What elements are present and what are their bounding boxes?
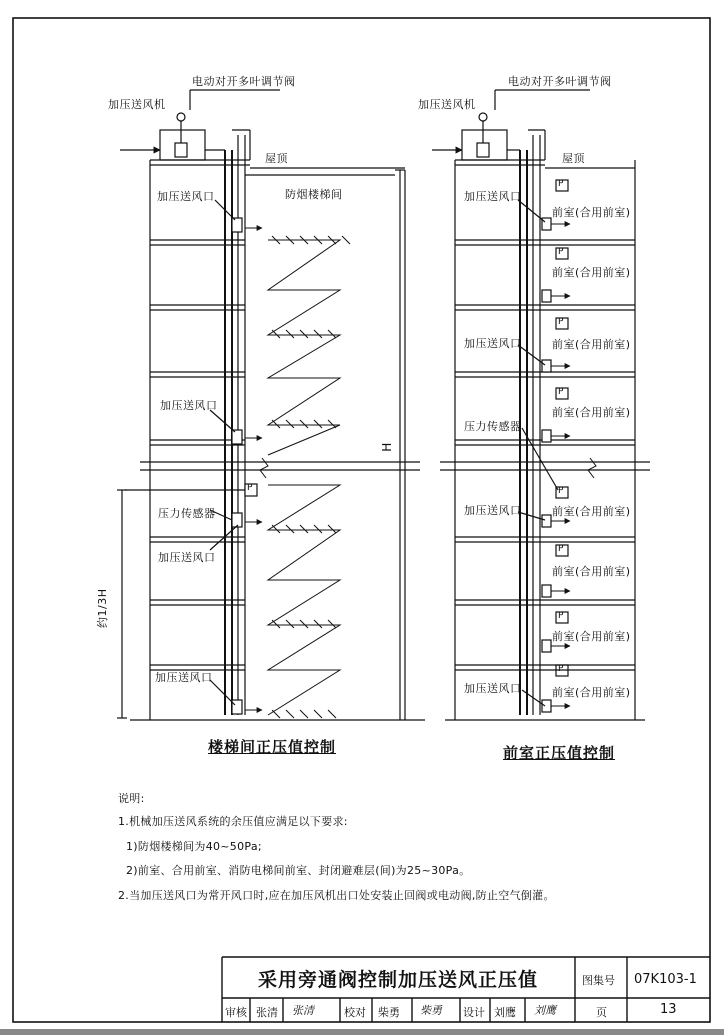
- review-signature: 张清: [292, 1004, 314, 1017]
- left-fan-label: 加压送风机: [108, 98, 166, 111]
- left-valve-label: 电动对开多叶调节阀: [192, 75, 296, 88]
- left-outlet-label-3: 加压送风口: [158, 551, 216, 564]
- anteroom-label: 前室(合用前室): [552, 206, 631, 219]
- left-outlet-label-2: 加压送风口: [160, 399, 218, 412]
- note-line-4: 2.当加压送风口为常开风口时,应在加压风机出口处安装止回阀或电动阀,防止空气倒灌。: [118, 889, 555, 902]
- right-sensor-symbol: P: [558, 179, 564, 189]
- anteroom-label: 前室(合用前室): [552, 406, 631, 419]
- check-name: 柴勇: [378, 1006, 400, 1019]
- anteroom-label: 前室(合用前室): [552, 266, 631, 279]
- design-signature: 刘鹰: [534, 1004, 556, 1017]
- anteroom-label: 前室(合用前室): [552, 686, 631, 699]
- stairwell-label: 防烟楼梯间: [285, 188, 343, 201]
- page-number: 13: [660, 1002, 677, 1017]
- right-sensor-symbol: P: [558, 664, 564, 674]
- note-line-3: 2)前室、合用前室、消防电梯间前室、封闭避难层(间)为25~30Pa。: [126, 864, 471, 877]
- stair-flights: [268, 236, 350, 718]
- right-fan-label: 加压送风机: [418, 98, 476, 111]
- left-sensor-symbol: P: [247, 483, 253, 493]
- right-sensor-symbol: P: [558, 387, 564, 397]
- page-label: 页: [596, 1006, 607, 1019]
- dimension-third-h: 约1/3H: [96, 588, 109, 628]
- right-sensor-symbol: P: [558, 544, 564, 554]
- design-name: 刘鹰: [494, 1006, 516, 1019]
- right-valve-label: 电动对开多叶调节阀: [508, 75, 612, 88]
- right-sensor-symbol: P: [558, 611, 564, 621]
- left-outlet-label-1: 加压送风口: [157, 190, 215, 203]
- anteroom-label: 前室(合用前室): [552, 630, 631, 643]
- right-outlet-label-1: 加压送风口: [464, 190, 522, 203]
- right-sensor-label: 压力传感器: [464, 420, 522, 433]
- right-roof-label: 屋顶: [562, 152, 585, 165]
- check-signature: 柴勇: [420, 1004, 442, 1017]
- review-label: 审核: [225, 1006, 247, 1019]
- anteroom-label: 前室(合用前室): [552, 505, 631, 518]
- anteroom-label: 前室(合用前室): [552, 338, 631, 351]
- right-outlet-label-3: 加压送风口: [464, 504, 522, 517]
- left-outlet-label-4: 加压送风口: [155, 671, 213, 684]
- atlas-label: 图集号: [582, 974, 615, 987]
- check-label: 校对: [344, 1006, 366, 1019]
- note-line-2: 1)防烟楼梯间为40~50Pa;: [126, 840, 262, 853]
- right-sensor-symbol: P: [558, 247, 564, 257]
- note-line-1: 1.机械加压送风系统的余压值应满足以下要求:: [118, 815, 348, 828]
- atlas-number: 07K103-1: [634, 972, 697, 987]
- anteroom-label: 前室(合用前室): [552, 565, 631, 578]
- review-name: 张清: [256, 1006, 278, 1019]
- right-outlet-label-2: 加压送风口: [464, 337, 522, 350]
- left-roof-label: 屋顶: [265, 152, 288, 165]
- right-outlet-label-4: 加压送风口: [464, 682, 522, 695]
- dimension-h: H: [379, 442, 394, 452]
- design-label: 设计: [463, 1006, 485, 1019]
- right-sensor-symbol: P: [558, 486, 564, 496]
- notes-heading: 说明:: [118, 792, 145, 805]
- stairwell-caption: 楼梯间正压值控制: [208, 738, 337, 756]
- anteroom-caption: 前室正压值控制: [503, 744, 616, 762]
- right-sensor-symbol: P: [558, 317, 564, 327]
- drawing-title: 采用旁通阀控制加压送风正压值: [258, 969, 539, 991]
- airflow-arrows-left: [245, 228, 262, 710]
- left-sensor-label: 压力传感器: [158, 507, 216, 520]
